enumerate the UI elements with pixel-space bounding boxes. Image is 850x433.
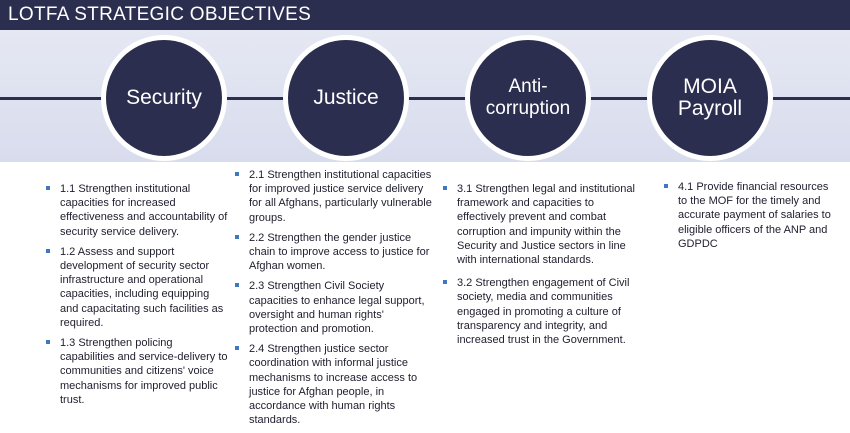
page-title: LOTFA STRATEGIC OBJECTIVES xyxy=(8,4,312,25)
list-item: 1.3 Strengthen policing capabilities and service-delivery to communities and citizens' voice mechanisms for improved public trust. xyxy=(60,336,228,407)
bullet-icon xyxy=(46,186,50,190)
list-item: 2.2 Strengthen the gender justice chain to improve access to justice for Afghan women. xyxy=(249,231,433,274)
list-item: 3.1 Strengthen legal and institutional framework and capacities to effectively prevent and combat corruption and impunity within the Security and Justice sectors in line with international standards. xyxy=(457,182,641,267)
title-bar xyxy=(0,0,850,30)
pillar-circle-moia-payroll xyxy=(647,35,773,161)
pillar-circle-security xyxy=(101,35,227,161)
pillar-circle-anti-corruption xyxy=(465,35,591,161)
pillar-label: MOIA Payroll xyxy=(677,75,743,120)
list-item: 1.2 Assess and support development of security sector infrastructure and operational capacities, including equipping and capacitating such facilities as required. xyxy=(60,245,228,330)
bullet-icon xyxy=(664,184,668,188)
bullet-icon xyxy=(443,280,447,284)
objectives-security xyxy=(60,182,228,413)
bullet-icon xyxy=(235,172,239,176)
bullet-icon xyxy=(46,340,50,344)
objectives-anti-corruption xyxy=(457,182,641,353)
list-item: 1.1 Strengthen institutional capacities for increased effectiveness and accountability of security service delivery. xyxy=(60,182,228,239)
pillar-circle-justice xyxy=(283,35,409,161)
bullet-icon xyxy=(235,235,239,239)
list-item: 3.2 Strengthen engagement of Civil society, media and communities engaged in promoting a culture of transparency and integrity, and increased trust in the Government. xyxy=(457,276,641,347)
objectives-justice xyxy=(249,168,433,433)
bullet-icon xyxy=(235,283,239,287)
list-item: 4.1 Provide financial resources to the MOF for the timely and accurate payment of salaries to eligible officers of the ANP and GDPDC xyxy=(678,180,838,251)
list-item: 2.4 Strengthen justice sector coordination with informal justice mechanisms to increase access to justice for Afghan people, in accordance with human rights standards. xyxy=(249,342,433,427)
bullet-icon xyxy=(235,346,239,350)
bullet-icon xyxy=(46,249,50,253)
list-item: 2.1 Strengthen institutional capacities for improved justice service delivery for all Afghans, particularly vulnerable groups. xyxy=(249,168,433,225)
objectives-moia-payroll xyxy=(678,180,838,257)
pillar-label: Security xyxy=(126,86,202,109)
pillar-label: Anti- corruption xyxy=(485,76,571,119)
pillar-label: Justice xyxy=(313,86,379,109)
bullet-icon xyxy=(443,186,447,190)
list-item: 2.3 Strengthen Civil Society capacities to enhance legal support, oversight and human rights' protection and promotion. xyxy=(249,279,433,336)
